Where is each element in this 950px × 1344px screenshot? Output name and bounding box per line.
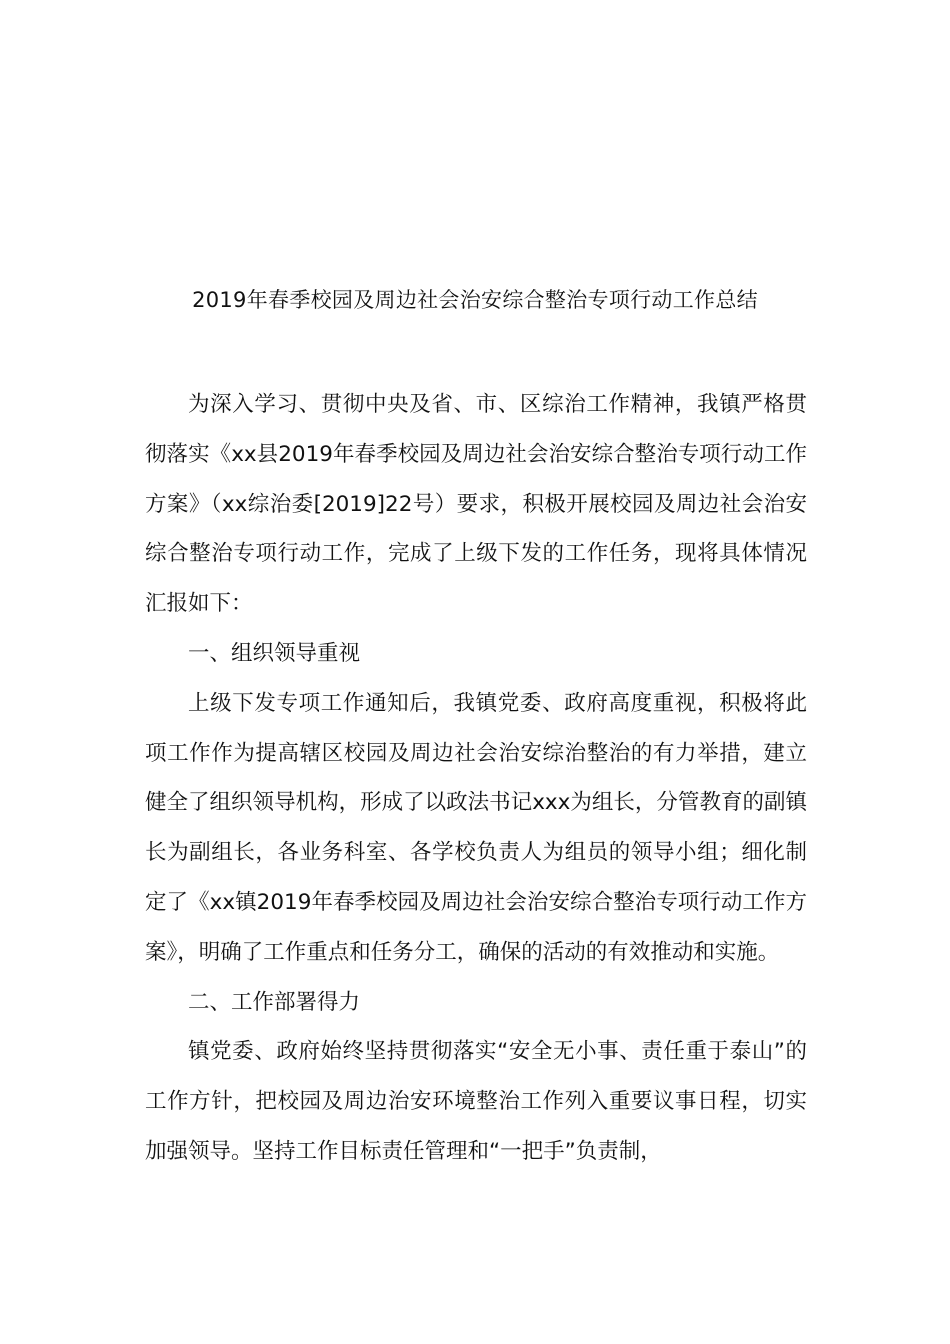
document-title: 2019年春季校园及周边社会治安综合整治专项行动工作总结: [192, 288, 758, 312]
intro-paragraph: 为深入学习、贯彻中央及省、市、区综治工作精神，我镇严格贯彻落实《xx县2019年春季校园及周边社会治安综合整治专项行动工作方案》（xx综治委[2019]22号）要求，积极开展校园及周边社会治安综合整治专项行动工作，完成了上级下发的工作任务，现将具体情况汇报如下：: [145, 392, 807, 617]
section-heading-1: 一、组织领导重视: [188, 640, 361, 666]
document-body: [145, 380, 807, 1177]
section-2-paragraph: 镇党委、政府始终坚持贯彻落实“安全无小事、责任重于泰山”的工作方针，把校园及周边治安环境整治工作列入重要议事日程，切实加强领导。坚持工作目标责任管理和“一把手”负责制，: [145, 1039, 807, 1164]
section-heading-2: 二、工作部署得力: [188, 989, 361, 1015]
section-1-paragraph: 上级下发专项工作通知后，我镇党委、政府高度重视，积极将此项工作作为提高辖区校园及周边社会治安综治整治的有力举措，建立健全了组织领导机构，形成了以政法书记xxx为组长，分管教育的副镇长为副组长，各业务科室、各学校负责人为组员的领导小组；细化制定了《xx镇2019年春季校园及周边社会治安综合整治专项行动工作方案》，明确了工作重点和任务分工，确保的活动的有效推动和实施。: [145, 690, 807, 965]
